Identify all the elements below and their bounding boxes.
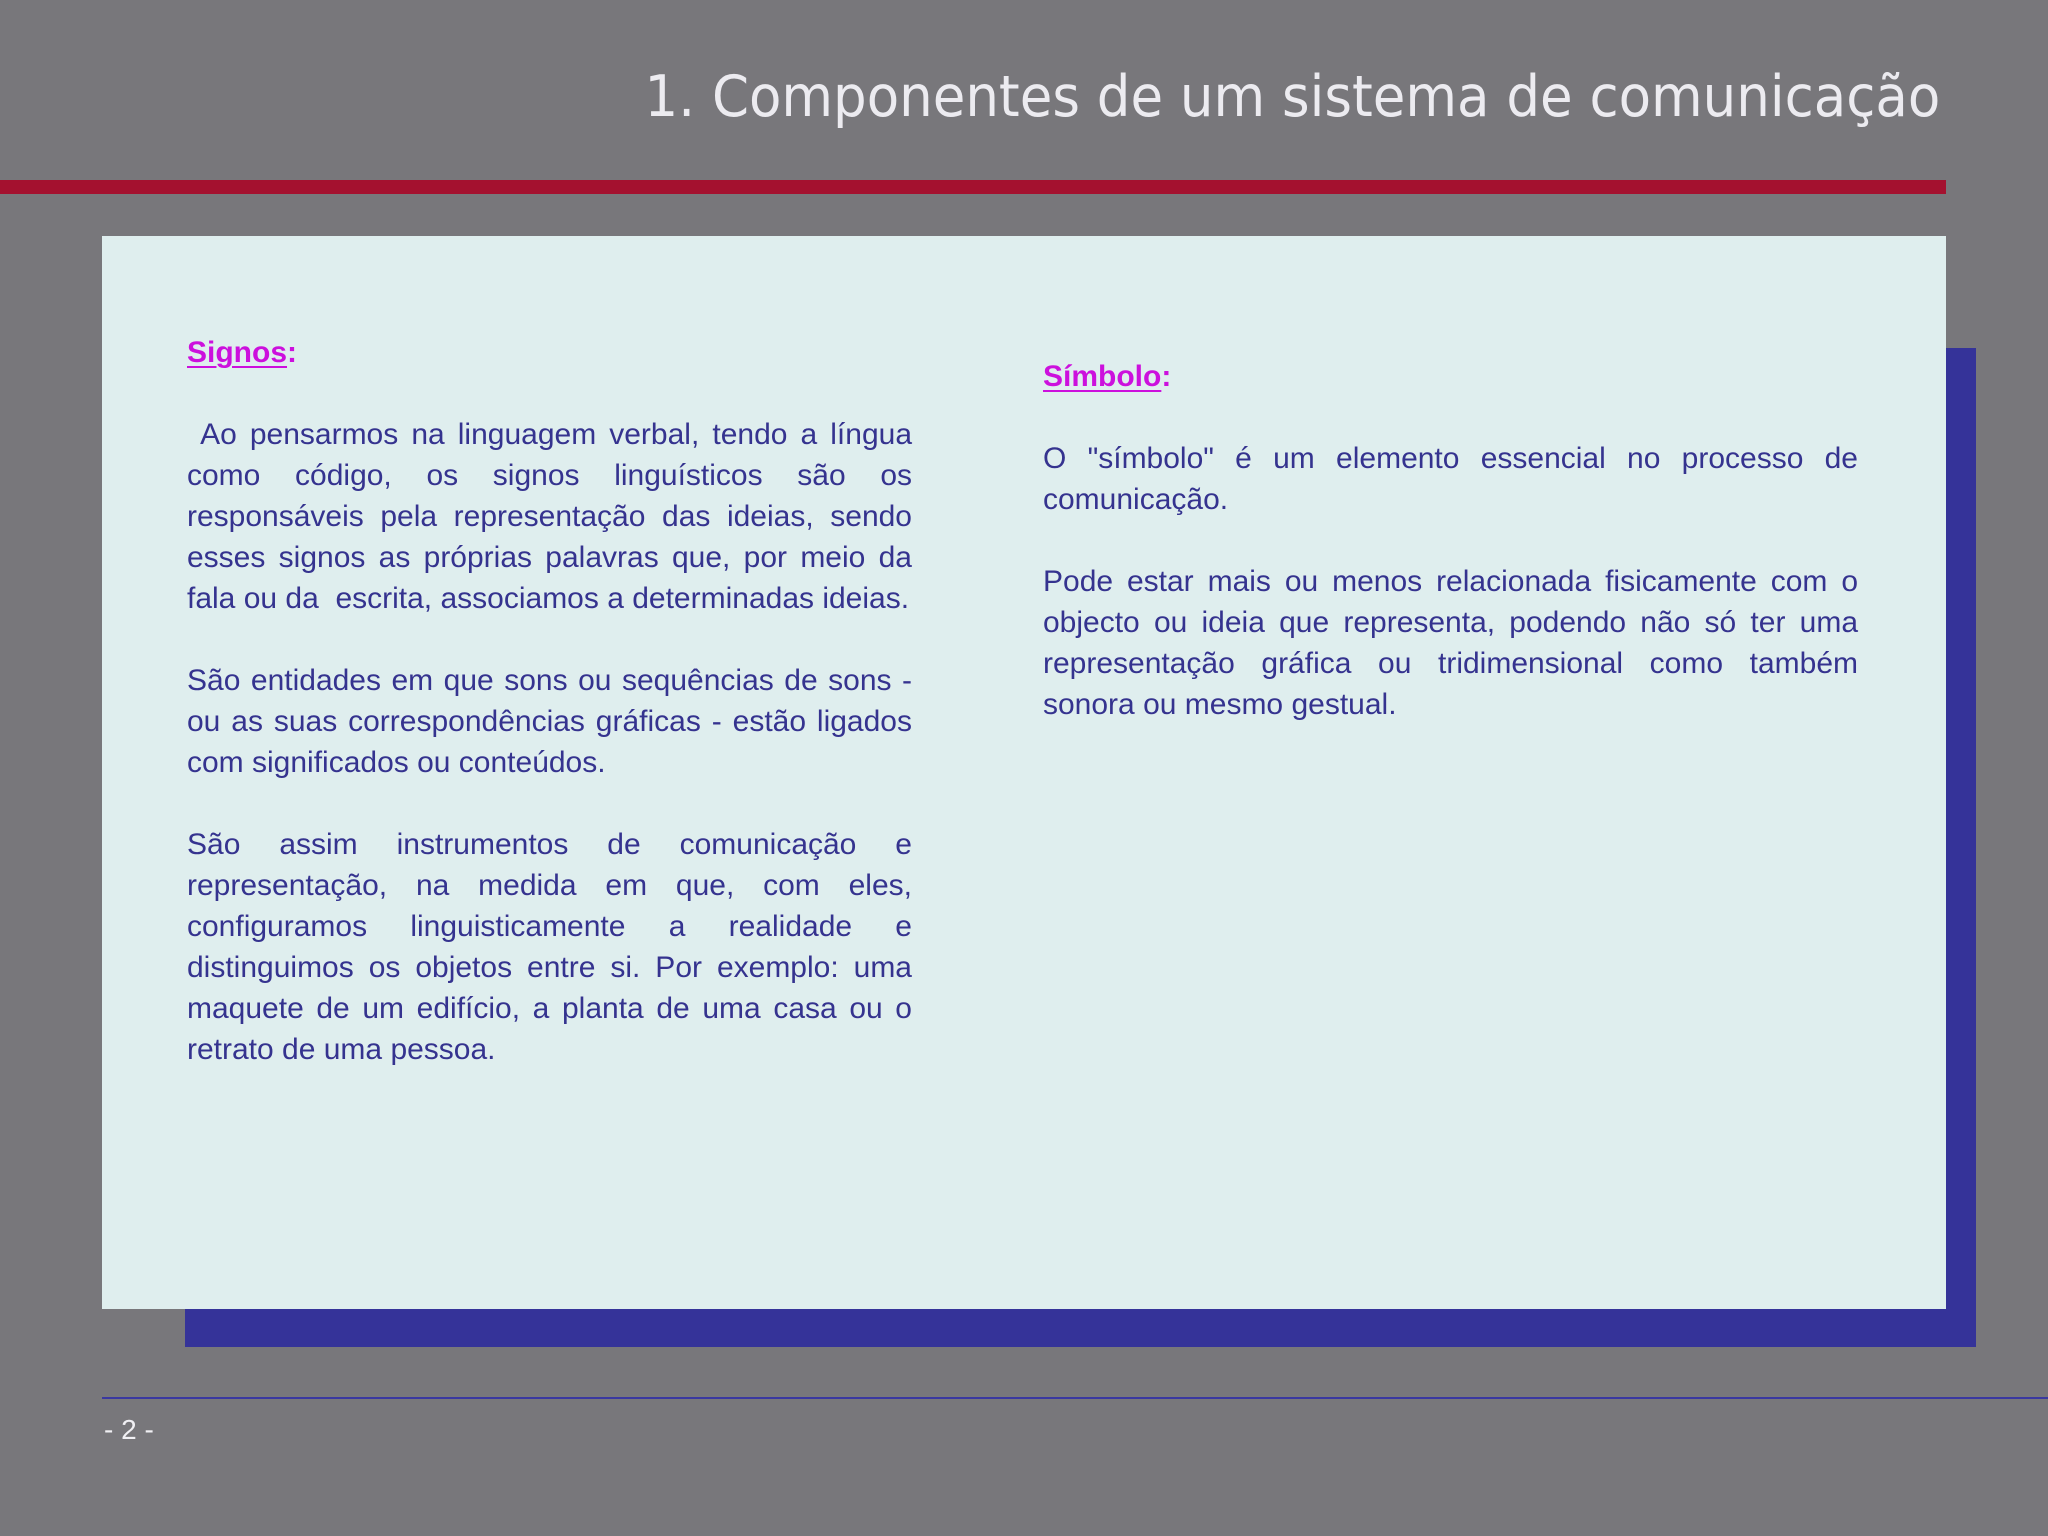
- signos-paragraph-2: São entidades em que sons ou sequências de sons - ou as suas correspondências gráficas - estão ligados com significados ou conteúdos.: [187, 664, 912, 779]
- simbolo-column: [1043, 356, 1858, 766]
- simbolo-heading-text: Símbolo: [1043, 360, 1162, 393]
- signos-paragraph-1: Ao pensarmos na linguagem verbal, tendo a língua como código, os signos linguísticos são os responsáveis pela representação das ideias, sendo esses signos as próprias palavras que, por meio da fala ou da escrita, associamos a determinadas ideias.: [187, 418, 921, 615]
- signos-heading-colon: :: [287, 336, 298, 369]
- signos-heading: [187, 332, 912, 373]
- simbolo-heading-colon: :: [1161, 360, 1172, 393]
- title-divider: [0, 180, 1946, 194]
- simbolo-heading: [1043, 356, 1858, 397]
- content-card: [102, 236, 1946, 1309]
- footer-divider: [102, 1397, 2048, 1399]
- page-number: - 2 -: [104, 1414, 154, 1445]
- signos-paragraph-3: São assim instrumentos de comunicação e representação, na medida em que, com eles, configuramos linguisticamente a realidade e distinguimos os objetos entre si. Por exemplo: uma maquete de um edifício, a planta de uma casa ou o retrato de uma pessoa.: [187, 828, 912, 1066]
- slide-title: 1. Componentes de um sistema de comunicação: [644, 64, 1940, 130]
- signos-heading-text: Signos: [187, 336, 288, 369]
- signos-column: [187, 332, 921, 1111]
- simbolo-paragraph-1: O "símbolo" é um elemento essencial no processo de comunicação.: [1043, 442, 1858, 516]
- simbolo-paragraph-2: Pode estar mais ou menos relacionada fisicamente com o objecto ou ideia que representa, podendo não só ter uma representação gráfica ou tridimensional como também sonora ou mesmo gestual.: [1043, 565, 1858, 721]
